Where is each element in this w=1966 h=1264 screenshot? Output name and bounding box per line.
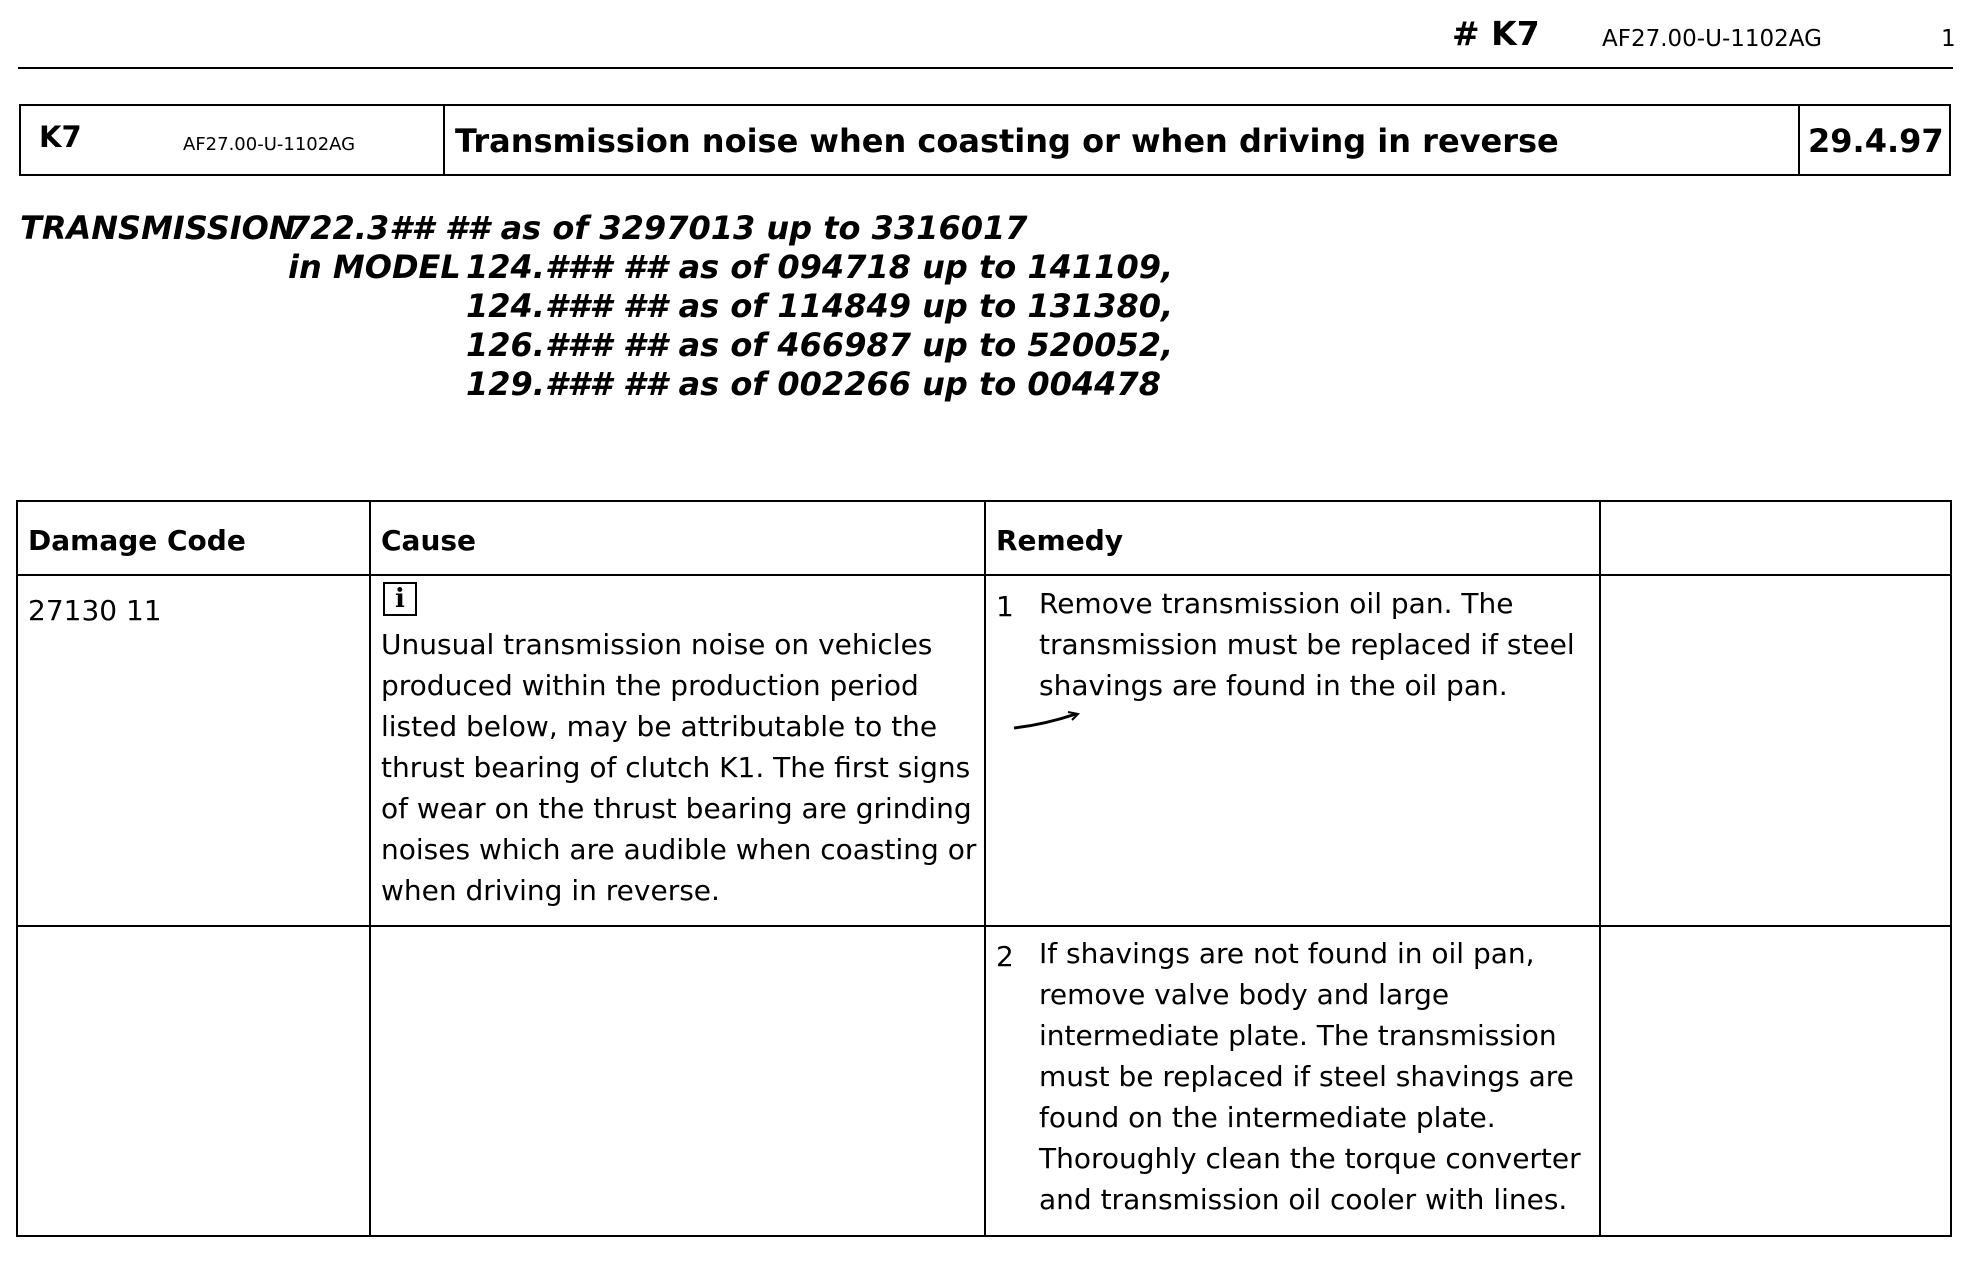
remedy-step-number: 2	[996, 940, 1014, 973]
running-header-code: # K7	[1452, 14, 1540, 53]
cause-line: noises which are audible when coasting or	[381, 833, 977, 866]
remedy-line: Remove transmission oil pan. The	[1039, 587, 1514, 620]
damage-code: 27130 11	[28, 594, 162, 627]
title-box-code-cell	[21, 106, 445, 174]
bulletin-reference: AF27.00-U-1102AG	[183, 134, 356, 155]
bulletin-date: 29.4.97	[1808, 122, 1944, 160]
cause-line: Unusual transmission noise on vehicles	[381, 628, 933, 661]
remedy-line: Thoroughly clean the torque converter	[1039, 1142, 1581, 1175]
remedy-line: remove valve body and large	[1039, 978, 1450, 1011]
column-divider	[984, 502, 986, 1235]
model-label: in MODEL	[288, 248, 461, 286]
cause-line: when driving in reverse.	[381, 874, 720, 907]
model-range: 129.### ## as of 002266 up to 004478	[466, 365, 1161, 403]
header-damage-code: Damage Code	[28, 524, 246, 557]
transmission-label: TRANSMISSION	[20, 209, 296, 247]
running-header-reference: AF27.00-U-1102AG	[1602, 26, 1822, 52]
header-divider	[18, 574, 1950, 576]
row-divider	[18, 925, 1950, 927]
header-remedy: Remedy	[996, 524, 1124, 557]
info-icon: i	[383, 582, 417, 616]
bulletin-title: Transmission noise when coasting or when driving in reverse	[455, 122, 1559, 160]
remedy-line: must be replaced if steel shavings are	[1039, 1060, 1574, 1093]
page-number: 1	[1941, 26, 1956, 52]
pen-mark-icon	[1012, 708, 1082, 734]
cause-line: of wear on the thrust bearing are grinding	[381, 792, 972, 825]
cause-text	[381, 624, 976, 911]
remedy-line: If shavings are not found in oil pan,	[1039, 937, 1535, 970]
cause-line: thrust bearing of clutch K1. The first signs	[381, 751, 971, 784]
remedy-line: found on the intermediate plate.	[1039, 1101, 1496, 1134]
remedy-line: intermediate plate. The transmission	[1039, 1019, 1557, 1052]
remedy-step-number: 1	[996, 590, 1014, 623]
damage-table	[16, 500, 1952, 1237]
title-box	[19, 104, 1951, 176]
remedy-text	[1039, 933, 1581, 1220]
model-range: 124.### ## as of 094718 up to 141109,	[466, 248, 1174, 286]
remedy-line: shavings are found in the oil pan.	[1039, 669, 1508, 702]
model-range: 124.### ## as of 114849 up to 131380,	[466, 287, 1174, 325]
bulletin-code: K7	[39, 120, 82, 154]
remedy-text	[1039, 583, 1575, 706]
model-range: 126.### ## as of 466987 up to 520052,	[466, 326, 1174, 364]
column-divider	[369, 502, 371, 1235]
remedy-line: transmission must be replaced if steel	[1039, 628, 1575, 661]
title-box-date-cell	[1800, 106, 1949, 174]
title-box-title-cell	[445, 106, 1800, 174]
remedy-line: and transmission oil cooler with lines.	[1039, 1183, 1568, 1216]
header-rule	[18, 67, 1953, 69]
cause-line: listed below, may be attributable to the	[381, 710, 938, 743]
cause-line: produced within the production period	[381, 669, 919, 702]
header-cause: Cause	[381, 524, 477, 557]
column-divider	[1599, 502, 1601, 1235]
transmission-range: 722.3## ## as of 3297013 up to 3316017	[288, 209, 1028, 247]
